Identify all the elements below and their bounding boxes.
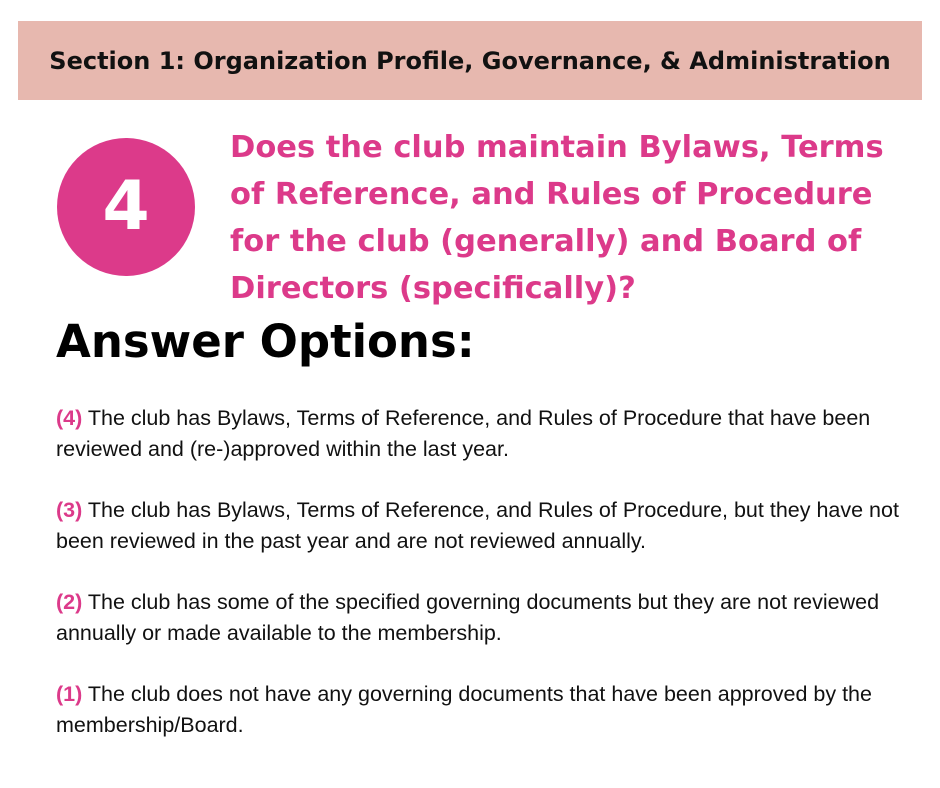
answer-option-score: (4) (56, 406, 83, 430)
answer-option-1 (56, 679, 916, 741)
answer-option-4 (56, 403, 916, 465)
answer-option-2 (56, 587, 916, 649)
answer-option-text: The club has Bylaws, Terms of Reference, and Rules of Procedure that have been reviewed and (re-)approved within the last year. (56, 406, 871, 461)
answer-options-heading: Answer Options: (56, 315, 475, 368)
section-banner (18, 21, 922, 100)
question-number-badge (57, 138, 195, 276)
answer-option-text: The club does not have any governing documents that have been approved by the membership/Board. (56, 682, 872, 737)
answer-option-score: (2) (56, 590, 83, 614)
question-text: Does the club maintain Bylaws, Terms of Reference, and Rules of Procedure for the club (generally) and Board of Directors (specifically)? (230, 130, 884, 306)
answer-option-score: (1) (56, 682, 83, 706)
answer-options-list (56, 403, 916, 771)
section-title: Section 1: Organization Profile, Governance, & Administration (49, 46, 891, 75)
answer-option-text: The club has Bylaws, Terms of Reference, and Rules of Procedure, but they have not been reviewed in the past year and are not reviewed annually. (56, 498, 899, 553)
answer-option-text: The club has some of the specified governing documents but they are not reviewed annually or made available to the membership. (56, 590, 880, 645)
answer-option-3 (56, 495, 916, 557)
question-number: 4 (102, 167, 150, 246)
answer-option-score: (3) (56, 498, 83, 522)
